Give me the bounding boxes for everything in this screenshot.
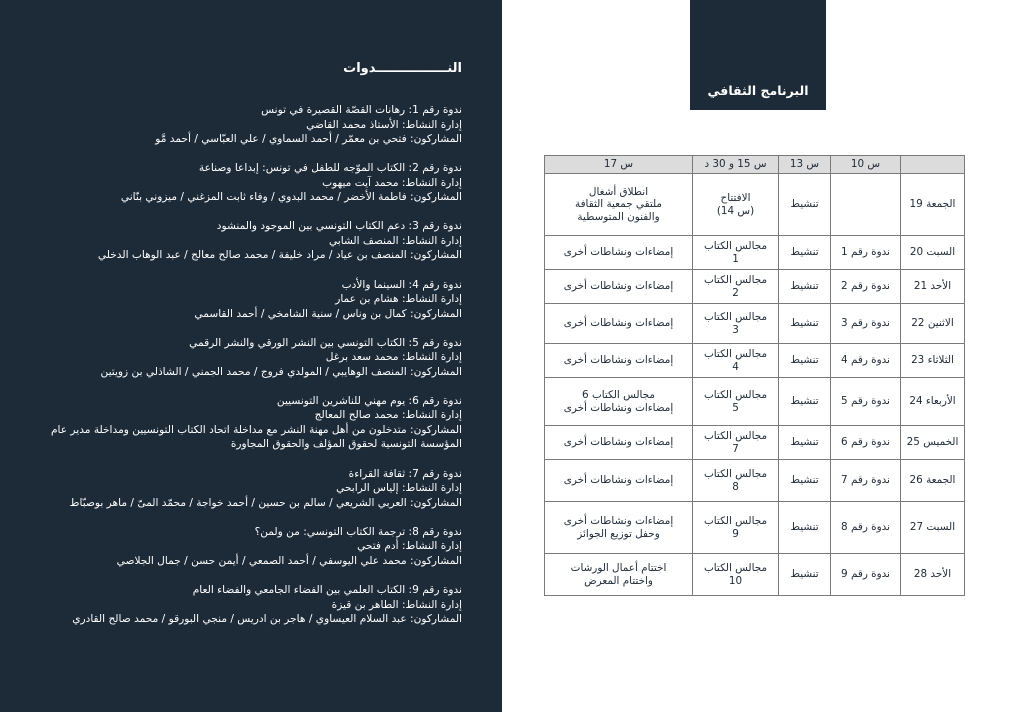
schedule-row — [545, 236, 965, 270]
schedule-cell: مجالس الكتاب 7 — [693, 426, 779, 460]
schedule-table — [544, 155, 965, 596]
schedule-row — [545, 304, 965, 344]
schedule-body — [545, 174, 965, 596]
session-title: ندوة رقم 7: ثقافة القراءة — [348, 467, 462, 480]
schedule-cell: ندوة رقم 9 — [831, 554, 901, 596]
schedule-row — [545, 270, 965, 304]
session-item — [22, 161, 462, 219]
schedule-row — [545, 174, 965, 236]
session-participants: المشاركون: المنصف بن عياد / مراد خليفة / محمد صالح معالج / عبد الوهاب الدخلي — [97, 249, 462, 262]
session-moderator: إدارة النشاط: محمد سعد برغل — [325, 351, 462, 364]
session-moderator: إدارة النشاط: المنصف الشابي — [328, 234, 462, 247]
schedule-row — [545, 502, 965, 554]
session-title: ندوة رقم 6: يوم مهني للناشرين التونسيين — [276, 394, 462, 407]
schedule-cell: مجالس الكتاب 2 — [693, 270, 779, 304]
session-moderator: إدارة النشاط: أدم فتحي — [357, 540, 462, 553]
schedule-cell: ندوة رقم 4 — [831, 344, 901, 378]
schedule-cell: إمضاءات ونشاطات أخرى — [545, 236, 693, 270]
sessions-heading-text: النــــــــــــــــدوات — [343, 61, 462, 76]
schedule-header-cell: س 17 — [545, 156, 693, 174]
schedule-cell: ندوة رقم 7 — [831, 460, 901, 502]
schedule-cell: ندوة رقم 5 — [831, 378, 901, 426]
session-item — [22, 525, 462, 583]
program-title: البرنامج الثقافي — [707, 83, 809, 98]
schedule-day-cell: الجمعة 19 — [901, 174, 965, 236]
session-participants: المشاركون: محمد علي اليوسفي / أحمد الصمعي / أيمن حسن / جمال الجلاصي — [116, 554, 462, 567]
session-moderator: إدارة النشاط: محمد صالح المعالج — [314, 409, 462, 422]
session-moderator: إدارة النشاط: الطاهر بن قيزة — [331, 598, 462, 611]
schedule-cell: تنشيط — [779, 426, 831, 460]
schedule-row — [545, 344, 965, 378]
schedule-cell: تنشيط — [779, 174, 831, 236]
program-page — [502, 0, 1024, 712]
schedule-cell: مجالس الكتاب 5 — [693, 378, 779, 426]
schedule-cell: اختتام أعمال الورشات واختتام المعرض — [545, 554, 693, 596]
session-title: ندوة رقم 9: الكتاب العلمي بين الفضاء الجامعي والفضاء العام — [192, 584, 462, 596]
schedule-cell: إمضاءات ونشاطات أخرى — [545, 460, 693, 502]
schedule-cell: مجالس الكتاب 6 إمضاءات ونشاطات أخرى — [545, 378, 693, 426]
schedule-cell: ندوة رقم 1 — [831, 236, 901, 270]
schedule-cell: تنشيط — [779, 554, 831, 596]
schedule-cell: ندوة رقم 2 — [831, 270, 901, 304]
schedule-cell: انطلاق أشغال ملتقي جمعية الثقافة والفنون المتوسطية — [545, 174, 693, 236]
schedule-cell: إمضاءات ونشاطات أخرى — [545, 304, 693, 344]
schedule-header-cell: س 15 و 30 د — [693, 156, 779, 174]
schedule-cell: تنشيط — [779, 236, 831, 270]
schedule-day-cell: السبت 27 — [901, 502, 965, 554]
session-participants: المشاركون: المنصف الوهايبي / المولدي فروج / محمد الجمني / الشاذلي بن زويتين — [100, 365, 462, 378]
session-moderator: إدارة النشاط: الأستاذ محمد القاضي — [306, 118, 462, 131]
schedule-day-cell: الجمعة 26 — [901, 460, 965, 502]
schedule-cell: مجالس الكتاب 1 — [693, 236, 779, 270]
schedule-cell: إمضاءات ونشاطات أخرى — [545, 344, 693, 378]
schedule-header-cell: س 13 — [779, 156, 831, 174]
session-title: ندوة رقم 4: السينما والأدب — [341, 278, 462, 291]
sessions-page — [0, 0, 502, 712]
session-item — [22, 583, 462, 641]
schedule-cell: تنشيط — [779, 460, 831, 502]
session-title: ندوة رقم 8: ترجمة الكتاب التونسي: من ولمن؟ — [254, 525, 462, 538]
session-participants: المشاركون: فاطمة الأخضر / محمد البدوي / وفاء ثابت المزغني / ميزوني بنّاني — [120, 191, 462, 204]
schedule-cell: مجالس الكتاب 9 — [693, 502, 779, 554]
schedule-day-cell: السبت 20 — [901, 236, 965, 270]
session-item — [22, 278, 462, 336]
schedule-cell: إمضاءات ونشاطات أخرى وحفل توزيع الجوائز — [545, 502, 693, 554]
session-moderator: إدارة النشاط: محمد آيت ميهوب — [322, 176, 462, 189]
schedule-header-cell — [901, 156, 965, 174]
schedule-cell: إمضاءات ونشاطات أخرى — [545, 270, 693, 304]
schedule-cell: تنشيط — [779, 270, 831, 304]
session-title: ندوة رقم 3: دعم الكتاب التونسي بين الموجود والمنشود — [216, 220, 462, 233]
schedule-cell — [831, 174, 901, 236]
session-participants: المشاركون: العربي الشريعي / سالم بن حسين / أحمد خواجة / محمّد المىّ / ماهر بوصبّاط — [69, 496, 462, 509]
schedule-day-cell: الثلاثاء 23 — [901, 344, 965, 378]
schedule-cell: ندوة رقم 8 — [831, 502, 901, 554]
session-item — [22, 219, 462, 277]
schedule-cell: ندوة رقم 6 — [831, 426, 901, 460]
schedule-cell: تنشيط — [779, 502, 831, 554]
schedule-day-cell: الأربعاء 24 — [901, 378, 965, 426]
schedule-cell: تنشيط — [779, 344, 831, 378]
schedule-row — [545, 554, 965, 596]
schedule-cell: الافتتاح (س 14) — [693, 174, 779, 236]
session-title: ندوة رقم 5: الكتاب التونسي بين النشر الورقي والنشر الرقمي — [189, 336, 462, 349]
schedule-day-cell: الخميس 25 — [901, 426, 965, 460]
schedule-cell: إمضاءات ونشاطات أخرى — [545, 426, 693, 460]
schedule-cell: تنشيط — [779, 304, 831, 344]
schedule-header-row — [545, 156, 965, 174]
schedule-row — [545, 426, 965, 460]
schedule-cell: ندوة رقم 3 — [831, 304, 901, 344]
schedule-header-cell: س 10 — [831, 156, 901, 174]
schedule-day-cell: الأحد 21 — [901, 270, 965, 304]
session-participants: المشاركون: فتحي بن معمّر / أحمد السماوي / علي العبّاسي / أحمد مَّو — [155, 133, 462, 145]
schedule-day-cell: الأحد 28 — [901, 554, 965, 596]
schedule-day-cell: الاثنين 22 — [901, 304, 965, 344]
session-item — [22, 394, 462, 467]
schedule-cell: مجالس الكتاب 10 — [693, 554, 779, 596]
sessions-heading — [262, 57, 462, 77]
session-title: ندوة رقم 1: رهانات القصّة القصيرة في تونس — [261, 104, 462, 116]
session-participants: المشاركون: عبد السلام العيساوي / هاجر بن ادريس / منجي البورقو / محمد صالح القادري — [72, 613, 462, 625]
session-item — [22, 103, 462, 161]
program-title-box — [690, 0, 826, 110]
sessions-list — [22, 103, 462, 641]
schedule-cell: تنشيط — [779, 378, 831, 426]
session-item — [22, 467, 462, 525]
session-item — [22, 336, 462, 394]
schedule-row — [545, 460, 965, 502]
session-participants: المشاركون: كمال بن وناس / سنية الشامخي / أحمد القاسمي — [194, 307, 462, 320]
session-title: ندوة رقم 2: الكتاب الموّجه للطفل في تونس: إبداعا وصناعة — [198, 162, 462, 175]
schedule-row — [545, 378, 965, 426]
schedule-cell: مجالس الكتاب 8 — [693, 460, 779, 502]
session-moderator: إدارة النشاط: إلياس الرابحي — [336, 482, 462, 495]
schedule-cell: مجالس الكتاب 3 — [693, 304, 779, 344]
session-participants: المشاركون: متدخلون من أهل مهنة النشر مع مداخلة اتحاد الكتاب التونسيين ومداخلة مدير عام المؤسسة التونسية لحقوق المؤلف والحقوق المجاورة — [50, 423, 462, 451]
schedule-cell: مجالس الكتاب 4 — [693, 344, 779, 378]
session-moderator: إدارة النشاط: هشام بن عمار — [335, 293, 462, 306]
